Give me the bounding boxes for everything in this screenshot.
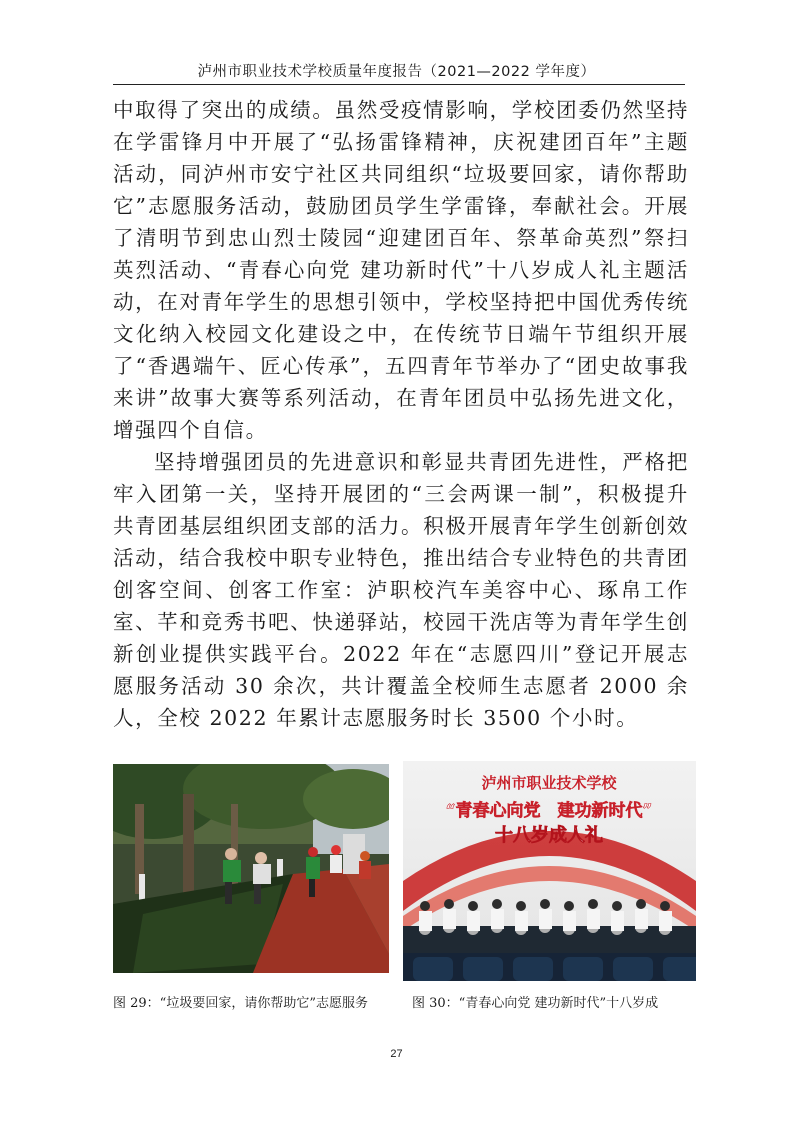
page-number: 27 <box>390 1048 403 1060</box>
volunteer-service-photo <box>113 764 389 973</box>
coming-of-age-ceremony-photo <box>403 761 696 981</box>
page-header-title: 泸州市职业技术学校质量年度报告（2021—2022 学年度） <box>197 64 596 80</box>
banner-slogan: “青春心向党 建功新时代” <box>445 801 653 821</box>
paragraph-1: 中取得了突出的成绩。虽然受疫情影响，学校团委仍然坚持在学雷锋月中开展了“弘扬雷锋精神，庆祝建团百年”主题活动，同泸州市安宁社区共同组织“垃圾要回家，请你帮助它”志愿服务活动，鼓励团员学生学雷锋，奉献社会。开展了清明节到忠山烈士陵园“迎建团百年、祭革命英烈”祭扫英烈活动、“青春心向党 建功新时代”十八岁成人礼主题活动，在对青年学生的思想引领中，学校坚持把中国优秀传统文化纳入校园文化建设之中，在传统节日端午节组织开展了“香遇端午、匠心传承”，五四青年节举办了“团史故事我来讲”故事大赛等系列活动，在青年团员中弘扬先进文化，增强四个自信。 <box>113 98 689 442</box>
figure-29-caption: 图 29：“垃圾要回家，请你帮助它”志愿服务 <box>113 996 368 1011</box>
figure-29-photo <box>113 764 389 973</box>
figure-30-photo <box>403 761 696 981</box>
header-divider <box>113 84 685 85</box>
paragraph-2: 坚持增强团员的先进意识和彰显共青团先进性，严格把牢入团第一关，坚持开展团的“三会两课一制”，积极提升共青团基层组织团支部的活力。积极开展青年学生创新创效活动，结合我校中职专业特色，推出结合专业特色的共青团创客空间、创客工作室：泸职校汽车美容中心、琢帛工作室、芊和竞秀书吧、快递驿站，校园干洗店等为青年学生创新创业提供实践平台。2022 年在“志愿四川”登记开展志愿服务活动 30 余次，共计覆盖全校师生志愿者 2000 余人，全校 2022 年累计志愿服务时长 3500 个小时。 <box>113 450 689 730</box>
banner-event: 十八岁成人礼 <box>495 825 603 846</box>
figure-30-caption: 图 30：“青春心向党 建功新时代”十八岁成 <box>412 996 659 1011</box>
banner-school-name: 泸州市职业技术学校 <box>481 774 617 792</box>
body-text <box>113 94 689 734</box>
